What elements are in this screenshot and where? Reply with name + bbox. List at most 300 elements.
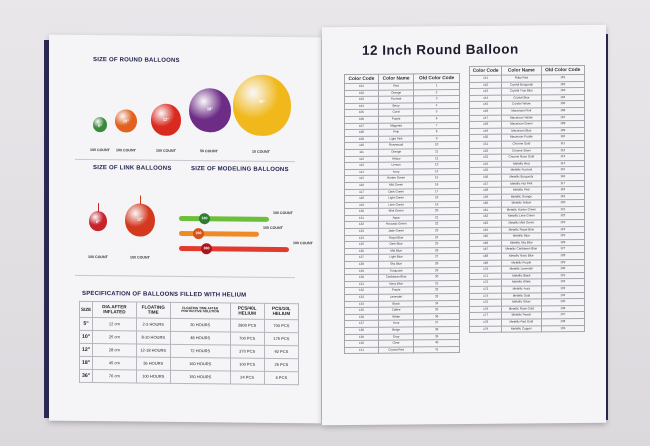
table-cell: Sky Blue: [378, 261, 413, 268]
table-cell: Metallic Mint Green: [502, 220, 541, 227]
table-cell: Metallic Caribbean Blue: [502, 246, 541, 253]
table-cell: 167: [470, 247, 502, 254]
table-cell: 28: [414, 261, 460, 268]
divider: [75, 275, 295, 278]
balloon-count-label: 10 COUNT: [252, 149, 270, 154]
table-cell: 126: [345, 248, 379, 255]
table-cell: Coffee: [378, 307, 413, 314]
table-cell: 150: [470, 135, 502, 142]
table-row: [80, 369, 299, 384]
table-cell: 134: [541, 292, 585, 299]
table-cell: 112: [541, 147, 585, 154]
table-cell: 141: [470, 75, 502, 82]
table-cell: 8-10 HOURS: [136, 331, 170, 344]
table-cell: 176: [470, 306, 502, 313]
table-cell: Metallic White: [502, 279, 541, 286]
table-cell: Metallic Lime Green: [502, 213, 541, 220]
table-cell: 177: [470, 313, 502, 320]
table-cell: Metallic Gold: [502, 292, 541, 299]
table-cell: Pink: [378, 129, 413, 136]
table-cell: Navy Blue: [378, 281, 413, 288]
table-cell: Metallic Black: [502, 273, 541, 280]
table-cell: Metallic Copper: [502, 325, 541, 332]
table-cell: 117: [345, 189, 379, 196]
table-cell: Jade Green: [378, 228, 413, 235]
table-header-cell: Old Color Code: [414, 74, 460, 83]
table-cell: Crystal True Blue: [502, 88, 541, 95]
table-cell: 35: [414, 307, 460, 314]
table-cell: Metallic Peach: [502, 312, 541, 319]
table-header-cell: FLOATING TIME: [136, 302, 170, 318]
table-cell: 125: [541, 233, 585, 240]
table-cell: Red: [378, 83, 413, 90]
color-code-table-right: [469, 65, 585, 333]
table-cell: 128: [345, 261, 379, 268]
table-cell: 108: [345, 129, 379, 136]
table-header-cell: Color Name: [502, 66, 541, 75]
modeling-size-badge: 360: [201, 243, 212, 254]
table-cell: 24: [414, 234, 460, 241]
table-cell: 101: [541, 74, 585, 81]
table-cell: 118: [541, 187, 585, 194]
table-cell: Metallic Pink: [502, 187, 541, 194]
table-cell: 8: [414, 129, 460, 136]
table-cell: 370 PCS: [230, 345, 264, 358]
table-cell: 111: [345, 149, 379, 156]
link-balloon-stem: [140, 196, 141, 205]
table-cell: 121: [345, 215, 379, 222]
table-cell: Metallic Hot Pink: [502, 180, 541, 187]
helium-spec-table: [79, 301, 299, 385]
table-cell: 123: [541, 220, 585, 227]
table-cell: 127: [345, 255, 379, 262]
table-cell: 127: [541, 246, 585, 253]
table-cell: Ivory: [378, 320, 413, 327]
round-balloon: [93, 117, 107, 132]
table-cell: Lavender: [378, 294, 413, 301]
table-cell: 38: [414, 327, 460, 334]
table-cell: 134: [345, 301, 379, 308]
table-cell: 27: [414, 254, 460, 261]
table-cell: 159: [470, 194, 502, 201]
table-cell: 24 PCS: [230, 371, 264, 384]
table-cell: 21: [414, 214, 460, 221]
page-title: 12 Inch Round Balloon: [362, 41, 519, 58]
table-cell: 148: [470, 121, 502, 128]
table-cell: 101: [345, 83, 379, 90]
table-cell: 100 HOURS: [136, 370, 170, 383]
table-cell: 32: [414, 287, 460, 294]
table-cell: 178: [470, 319, 502, 326]
table-cell: 107: [541, 114, 585, 121]
table-cell: 160: [470, 200, 502, 207]
table-cell: 19: [414, 201, 460, 208]
table-cell: 13: [414, 162, 460, 169]
table-cell: 45 cm: [93, 356, 136, 369]
table-cell: Metallic Burgundy: [502, 174, 541, 181]
table-cell: 106: [345, 116, 379, 123]
table-cell: 136: [541, 305, 585, 312]
table-cell: Metallic Silver: [502, 299, 541, 306]
table-cell: 29: [414, 267, 460, 274]
table-cell: 106: [541, 107, 585, 114]
table-cell: 18": [80, 356, 93, 369]
table-cell: 92 PCS: [264, 345, 298, 358]
table-cell: 5: [414, 109, 460, 116]
divider: [75, 159, 295, 162]
table-cell: 117: [541, 180, 585, 187]
table-cell: 7: [414, 122, 460, 129]
table-cell: 12-18 HOURS: [136, 344, 170, 357]
table-cell: 132: [345, 288, 379, 295]
table-cell: 14: [414, 168, 460, 175]
table-cell: 125: [345, 241, 379, 248]
table-cell: Metallic Red Gold: [502, 319, 541, 326]
table-cell: 147: [470, 115, 502, 122]
table-cell: 22: [414, 221, 460, 228]
table-cell: 153: [470, 154, 502, 161]
table-cell: 37: [414, 320, 460, 327]
balloon-count-label: 100 COUNT: [116, 148, 136, 153]
table-cell: 119: [541, 193, 585, 200]
table-cell: 143: [470, 88, 502, 95]
table-cell: Crystal Blue: [502, 95, 541, 102]
balloon-size-label: 12": [136, 216, 144, 222]
table-cell: 10": [80, 330, 93, 343]
table-cell: Ivory: [378, 169, 413, 176]
table-row: [345, 346, 460, 354]
right-page: [322, 25, 606, 425]
table-cell: 158: [470, 187, 502, 194]
table-cell: Macaroon Yellow: [502, 114, 541, 121]
table-cell: 116: [541, 173, 585, 180]
table-cell: 133: [541, 285, 585, 292]
table-cell: 115: [541, 167, 585, 174]
table-cell: Caribbean Blue: [378, 274, 413, 281]
table-cell: 103: [345, 96, 379, 103]
table-cell: 162: [470, 214, 502, 221]
table-cell: 120: [541, 200, 585, 207]
table-cell: 16: [414, 181, 460, 188]
table-cell: 104: [345, 103, 379, 110]
table-cell: 111: [541, 140, 585, 147]
table-cell: 36 HOURS: [136, 357, 170, 370]
table-cell: 130: [345, 274, 379, 281]
table-cell: Metallic Fuchsia: [502, 167, 541, 174]
table-cell: 20: [414, 208, 460, 215]
balloon-size-label: 10": [122, 118, 130, 124]
table-cell: 115: [345, 176, 379, 183]
table-cell: 174: [470, 293, 502, 300]
table-cell: Beige: [378, 327, 413, 334]
table-cell: Lemon: [378, 162, 413, 169]
table-cell: 105: [541, 101, 585, 108]
table-cell: 3: [414, 96, 460, 103]
table-cell: 113: [345, 162, 379, 169]
table-cell: 138: [345, 327, 379, 334]
table-cell: 36": [80, 369, 93, 382]
table-cell: Avocado Green: [378, 221, 413, 228]
table-cell: Purple: [378, 287, 413, 294]
table-cell: 100 PCS: [230, 358, 264, 371]
table-cell: Berry: [378, 103, 413, 110]
table-cell: 33: [414, 294, 460, 301]
table-cell: 116: [345, 182, 379, 189]
table-cell: 9: [414, 135, 460, 142]
link-balloon-stem: [98, 203, 99, 212]
table-cell: 135: [541, 299, 585, 306]
table-cell: 179: [470, 326, 502, 333]
table-cell: 129: [541, 259, 585, 266]
table-cell: Metallic Blue: [502, 233, 541, 240]
table-cell: 155: [470, 167, 502, 174]
table-header-cell: Color Code: [470, 66, 502, 75]
table-cell: 152: [470, 148, 502, 155]
table-cell: 102: [541, 81, 585, 88]
table-cell: Hunter Green: [378, 175, 413, 182]
table-cell: Crystal Burgundy: [502, 81, 541, 88]
table-cell: Turquoise: [378, 268, 413, 275]
table-cell: 122: [541, 213, 585, 220]
table-cell: 163: [470, 220, 502, 227]
balloon-count-label: 100 COUNT: [263, 225, 283, 231]
table-cell: 144: [470, 95, 502, 102]
table-cell: Metallic Royal Blue: [502, 226, 541, 233]
table-cell: Light Blue: [378, 254, 413, 261]
round-balloon: [233, 75, 291, 136]
table-cell: 25: [414, 241, 460, 248]
table-cell: 131: [345, 281, 379, 288]
table-cell: Fuchsia: [378, 96, 413, 103]
table-cell: 108: [541, 121, 585, 128]
table-cell: 17: [414, 188, 460, 195]
table-cell: 172: [470, 280, 502, 287]
table-cell: 156: [470, 174, 502, 181]
table-cell: Metallic Navy Blue: [502, 253, 541, 260]
table-cell: 41: [414, 346, 460, 353]
table-cell: 30: [414, 274, 460, 281]
balloon-count-label: 50 COUNT: [200, 149, 218, 154]
table-cell: Orange: [378, 90, 413, 97]
modeling-balloon: [179, 231, 259, 237]
modeling-balloon: [179, 216, 269, 222]
table-cell: Rosewood: [378, 142, 413, 149]
table-cell: 31: [414, 280, 460, 287]
table-cell: 175: [470, 299, 502, 306]
table-cell: Metallic Purple: [502, 259, 541, 266]
table-cell: 102: [345, 90, 379, 97]
table-cell: Macaroon Pink: [502, 108, 541, 115]
table-cell: 114: [541, 160, 585, 167]
round-balloons-title: SIZE OF ROUND BALLOONS: [93, 57, 180, 64]
table-header-cell: DIA.AFTER INFLATED: [93, 302, 136, 318]
table-cell: Royal Blue: [378, 235, 413, 242]
table-cell: 28 cm: [93, 343, 136, 356]
table-cell: 161: [470, 207, 502, 214]
table-cell: Chrome Rose Gold: [502, 154, 541, 161]
table-cell: 137: [541, 312, 585, 319]
table-cell: 110: [345, 143, 379, 150]
round-balloon: [151, 104, 181, 136]
table-cell: 4: [414, 102, 460, 109]
table-cell: 135: [345, 307, 379, 314]
table-cell: Light Green: [378, 195, 413, 202]
table-cell: 36: [414, 313, 460, 320]
table-cell: 132: [541, 279, 585, 286]
table-cell: 25 cm: [93, 330, 136, 343]
table-cell: 39: [414, 333, 460, 340]
table-cell: 48 HOURS: [170, 331, 230, 345]
table-cell: 169: [470, 260, 502, 267]
table-cell: 76 cm: [93, 369, 136, 382]
table-cell: 113: [541, 154, 585, 161]
table-cell: Ruby Red: [502, 75, 541, 82]
balloon-count-label: 100 COUNT: [88, 254, 108, 260]
table-cell: Clear: [378, 340, 413, 347]
table-cell: Chrome Silver: [502, 147, 541, 154]
table-cell: 121: [541, 206, 585, 213]
table-cell: Metallic Orange: [502, 194, 541, 201]
table-cell: Gray: [378, 334, 413, 341]
table-cell: 150 HOURS: [170, 370, 230, 384]
table-cell: 126: [541, 239, 585, 246]
table-cell: 151: [470, 141, 502, 148]
table-cell: 103: [541, 88, 585, 95]
table-cell: 124: [345, 235, 379, 242]
table-cell: 136: [345, 314, 379, 321]
table-cell: 1: [414, 83, 460, 90]
link-balloon: [89, 211, 107, 231]
table-cell: 120: [345, 209, 379, 216]
modeling-size-badge: 260: [193, 228, 204, 239]
table-cell: 109: [541, 127, 585, 134]
table-cell: Metallic Lavender: [502, 266, 541, 273]
table-cell: 157: [470, 181, 502, 188]
table-cell: Macaroon Purple: [502, 134, 541, 141]
table-cell: 18: [414, 195, 460, 202]
table-cell: Aqua: [378, 215, 413, 222]
table-cell: 107: [345, 123, 379, 130]
table-cell: 110: [541, 134, 585, 141]
table-cell: 137: [345, 321, 379, 328]
table-cell: 166: [470, 240, 502, 247]
table-cell: 34: [414, 300, 460, 307]
table-cell: 140: [345, 340, 379, 347]
modeling-balloons-title: SIZE OF MODELING BALLOONS: [191, 166, 289, 174]
table-header-cell: PCS/40L HELIUM: [230, 303, 264, 319]
table-cell: 6: [414, 116, 460, 123]
table-cell: 5": [80, 317, 93, 330]
table-cell: 700 PCS: [264, 319, 298, 332]
table-cell: 175 PCS: [264, 332, 298, 345]
table-cell: 118: [345, 195, 379, 202]
modeling-balloon: [179, 246, 289, 252]
balloon-count-label: 100 COUNT: [293, 241, 313, 246]
table-cell: Metallic Red: [502, 161, 541, 168]
table-cell: 104: [541, 94, 585, 101]
balloon-count-label: 100 COUNT: [90, 148, 110, 153]
table-cell: 26: [414, 247, 460, 254]
table-cell: Mid Blue: [378, 248, 413, 255]
left-page: [49, 35, 321, 424]
table-header-cell: SIZE: [80, 301, 93, 317]
table-row: [470, 325, 585, 333]
table-cell: 2-3 HOURS: [136, 318, 170, 331]
table-cell: 122: [345, 222, 379, 229]
balloon-count-label: 100 COUNT: [130, 255, 150, 260]
table-header-cell: Color Code: [345, 74, 379, 83]
table-cell: 11: [414, 148, 460, 155]
table-cell: Macaroon Green: [502, 121, 541, 128]
color-code-table-left: [344, 73, 460, 354]
table-cell: 128: [541, 252, 585, 259]
table-header-cell: FLOATING TIME AFTER PROTECTIVE SOLUTION: [170, 302, 230, 318]
table-cell: Metallic Yellow: [502, 200, 541, 207]
table-cell: 700 PCS: [230, 332, 264, 345]
table-cell: 146: [470, 108, 502, 115]
table-cell: 130: [541, 266, 585, 273]
balloon-size-label: 5": [97, 122, 103, 129]
table-cell: 138: [541, 318, 585, 325]
table-cell: 165: [470, 233, 502, 240]
table-cell: 168: [470, 253, 502, 260]
table-cell: Crystal Yellow: [502, 101, 541, 108]
table-cell: Black: [378, 301, 413, 308]
balloon-size-label: 36": [258, 99, 266, 105]
table-cell: White: [378, 314, 413, 321]
link-balloon: [125, 203, 155, 236]
table-cell: 112: [345, 156, 379, 163]
table-cell: Dark Blue: [378, 241, 413, 248]
table-cell: 149: [470, 128, 502, 135]
table-cell: 2800 PCS: [230, 319, 264, 332]
table-cell: 123: [345, 228, 379, 235]
table-cell: 15: [414, 175, 460, 182]
table-cell: Purple: [378, 116, 413, 123]
table-cell: 12 cm: [93, 317, 136, 330]
table-cell: Magenta: [378, 123, 413, 130]
table-cell: 105: [345, 110, 379, 117]
table-cell: Metallic Ivory: [502, 286, 541, 293]
table-header-cell: PCS/10L HELIUM: [264, 303, 298, 319]
modeling-size-badge: 160: [199, 213, 210, 224]
table-cell: 164: [470, 227, 502, 234]
table-cell: 141: [345, 347, 379, 354]
table-cell: 139: [541, 325, 585, 332]
table-cell: Mid Green: [378, 182, 413, 189]
balloon-count-label: 100 COUNT: [156, 148, 176, 153]
table-cell: 72 HOURS: [170, 344, 230, 358]
table-cell: 25 PCS: [264, 358, 298, 371]
table-cell: Chrome Gold: [502, 141, 541, 148]
table-cell: 30 HOURS: [170, 318, 230, 332]
table-cell: Crystal Red: [378, 347, 413, 354]
link-balloons-title: SIZE OF LINK BALLOONS: [93, 165, 172, 172]
helium-spec-title: SPECIFICATION OF BALLOONS FILLED WITH HELIUM: [82, 290, 247, 299]
balloon-size-label: 6": [95, 218, 101, 224]
table-cell: 160 HOURS: [170, 357, 230, 371]
table-cell: 23: [414, 228, 460, 235]
table-cell: 10: [414, 142, 460, 149]
table-cell: 131: [541, 272, 585, 279]
table-cell: 129: [345, 268, 379, 275]
table-cell: 170: [470, 266, 502, 273]
table-cell: Lime Green: [378, 202, 413, 209]
table-cell: 171: [470, 273, 502, 280]
table-cell: 40: [414, 340, 460, 347]
table-cell: Dark Green: [378, 188, 413, 195]
table-cell: 2: [414, 89, 460, 96]
